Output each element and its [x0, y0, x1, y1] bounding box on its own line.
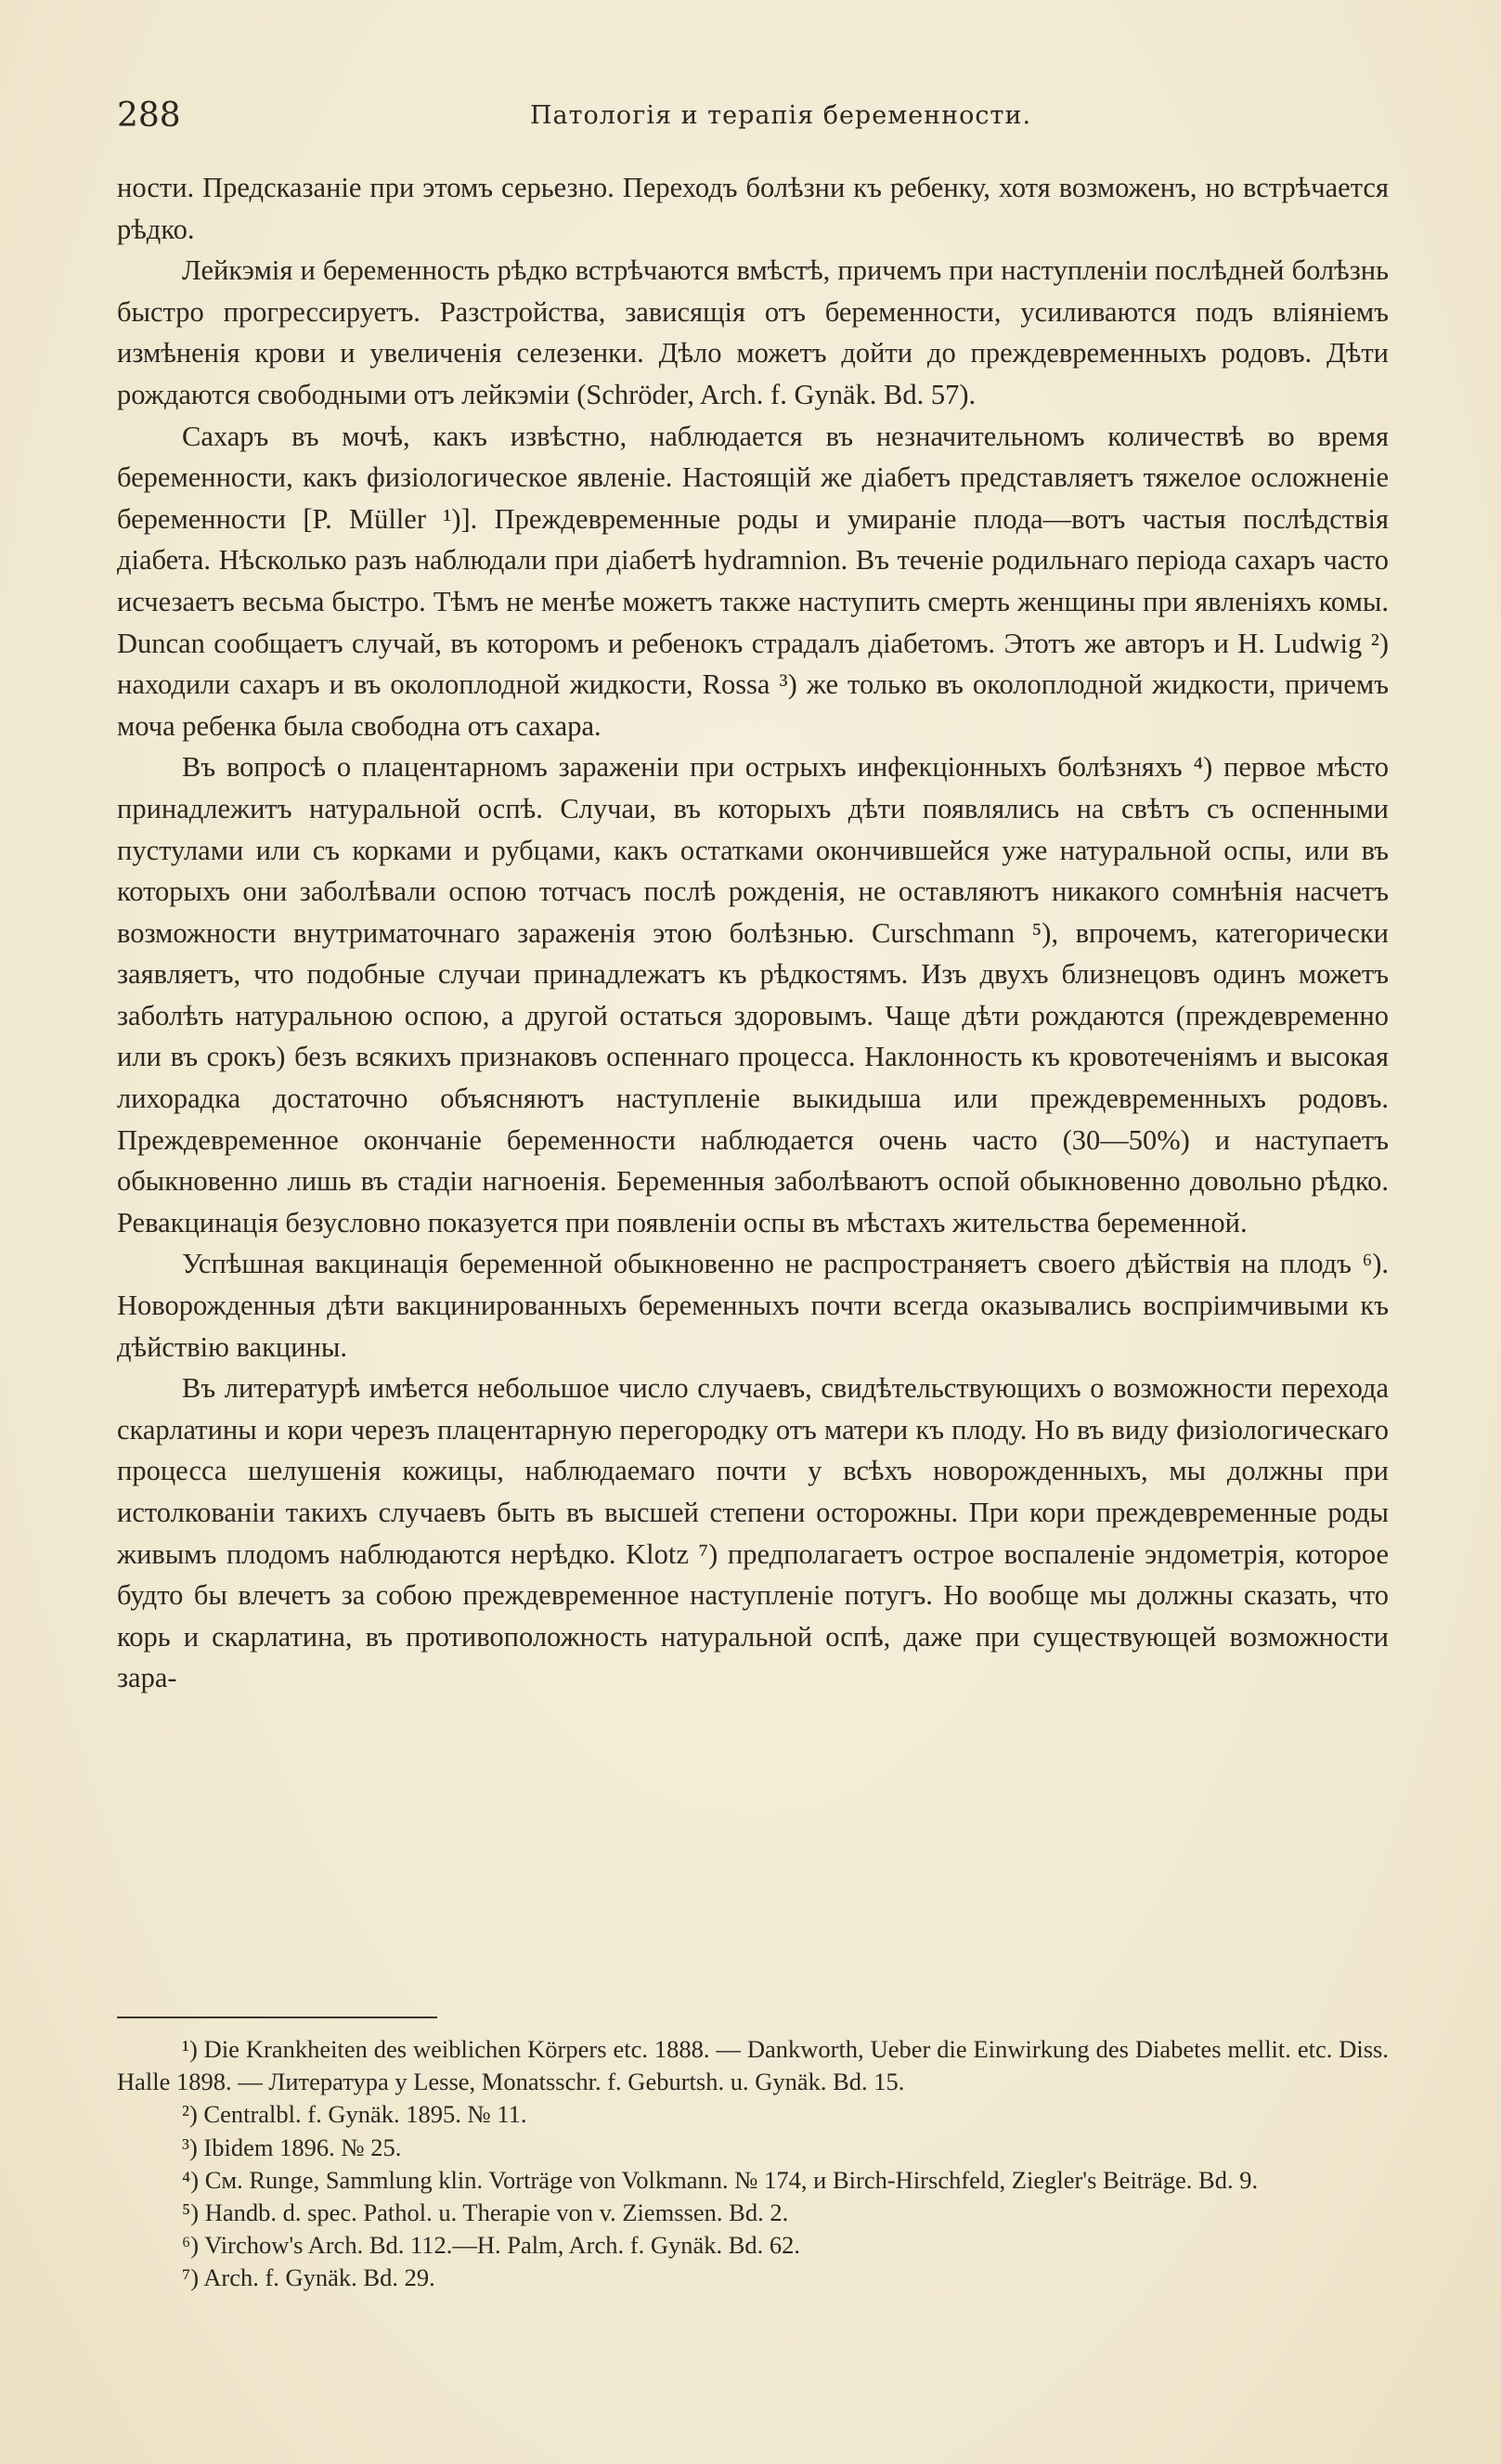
page-number: 288 [117, 97, 181, 135]
footnote-4: ⁴) См. Runge, Sammlung klin. Vorträge von Volkmann. № 174, и Birch-Hirschfeld, Ziegler's Beiträge. Bd. 9. [182, 2165, 1259, 2194]
footnote-divider [117, 2017, 437, 2018]
footnote-2: ²) Centralbl. f. Gynäk. 1895. № 11. [182, 2100, 527, 2129]
footnote-5: ⁵) Handb. d. spec. Pathol. u. Therapie von v. Ziemssen. Bd. 2. [182, 2198, 789, 2227]
page-header [117, 93, 1389, 139]
paragraph-smallpox: Въ вопросѣ о плацентарномъ зараженіи при острыхъ инфекціонныхъ болѣзняхъ ⁴) первое мѣсто принадлежитъ натуральной оспѣ. Случаи, въ которыхъ дѣти появлялись на свѣтъ съ оспенными пустулами или съ корками и рубцами, какъ остатками окончившейся уже натуральной оспы, или въ которыхъ они заболѣвали оспою тотчасъ послѣ рожденія, не оставляютъ никакого сомнѣнія насчетъ возможности внутриматочнаго зараженія этою болѣзнью. Curschmann ⁵), впрочемъ, категорически заявляетъ, что подобные случаи принадлежатъ къ рѣдкостямъ. Изъ двухъ близнецовъ одинъ можетъ заболѣть натуральною оспою, а другой остаться здоровымъ. Чаще дѣти рождаются (преждевременно или въ срокъ) безъ всякихъ признаковъ оспеннаго процесса. Наклонность къ кровотеченіямъ и высокая лихорадка достаточно объясняютъ наступленіе выкидыша или преждевременныхъ родовъ. Преждевременное окончаніе беременности наблюдается очень часто (30—50%) и наступаетъ обыкновенно лишь въ стадіи нагноенія. Беременныя заболѣваютъ оспой обыкновенно довольно рѣдко. Ревакцинація безусловно показуется при появленіи оспы въ мѣстахъ жительства беременной. [117, 751, 1389, 1238]
footnote-6: ⁶) Virchow's Arch. Bd. 112.—H. Palm, Arch. f. Gynäk. Bd. 62. [182, 2231, 801, 2260]
footnote-1: ¹) Die Krankheiten des weiblichen Körpers etc. 1888. — Dankworth, Ueber die Einwirkung des Diabetes mellit. etc. Diss. Halle 1898. — Литература у Lesse, Monatsschr. f. Geburtsh. u. Gynäk. Bd. 15. [117, 2035, 1389, 2096]
paragraph-vaccination: Успѣшная вакцинація беременной обыкновенно не распространяетъ своего дѣйствія на плодъ ⁶). Новорожденныя дѣти вакцинированныхъ беременныхъ почти всегда оказывались воспріимчивыми къ дѣйствію вакцины. [117, 1248, 1389, 1363]
footnote-7: ⁷) Arch. f. Gynäk. Bd. 29. [182, 2263, 435, 2292]
paragraph-scarlet-measles: Въ литературѣ имѣется небольшое число случаевъ, свидѣтельствующихъ о возможности перехода скарлатины и кори черезъ плацентарную перегородку отъ матери къ плоду. Но въ виду физіологическаго процесса шелушенія кожицы, наблюдаемаго почти у всѣхъ новорожденныхъ, мы должны при истолкованіи такихъ случаевъ быть въ высшей степени осторожны. При кори преждевременные роды живымъ плодомъ наблюдаются нерѣдко. Klotz ⁷) предполагаетъ острое воспаленіе эндометрія, которое будто бы влечетъ за собою преждевременное наступленіе потугъ. Но вообще мы должны сказать, что корь и скарлатина, въ противоположность натуральной оспѣ, даже при существующей возможности зара- [117, 1372, 1389, 1694]
footnotes [117, 2033, 1389, 2295]
footnote-3: ³) Ibidem 1896. № 25. [182, 2133, 402, 2161]
running-title: Патологія и терапія беременности. [529, 101, 1032, 130]
body-text [117, 167, 1389, 1699]
paragraph-leukemia: Лейкэмія и беременность рѣдко встрѣчаются вмѣстѣ, причемъ при наступленіи послѣдней болѣзнь быстро прогрессируетъ. Разстройства, зависящія отъ беременности, усиливаются подъ вліяніемъ измѣненія крови и увеличенія селезенки. Дѣло можетъ дойти до преждевременныхъ родовъ. Дѣти рождаются свободными отъ лейкэміи (Schröder, Arch. f. Gynäk. Bd. 57). [117, 254, 1389, 410]
paragraph-continuation: ности. Предсказаніе при этомъ серьезно. Переходъ болѣзни къ ребенку, хотя возможенъ, но встрѣчается рѣдко. [117, 172, 1389, 245]
paragraph-diabetes: Сахаръ въ мочѣ, какъ извѣстно, наблюдается въ незначительномъ количествѣ во время беременности, какъ физіологическое явленіе. Настоящій же діабетъ представляетъ тяжелое осложненіе беременности [P. Müller ¹)]. Преждевременные роды и умираніе плода—вотъ частыя послѣдствія діабета. Нѣсколько разъ наблюдали при діабетѣ hydramnion. Въ теченіе родильнаго періода сахаръ часто исчезаетъ весьма быстро. Тѣмъ не менѣе можетъ также наступить смерть женщины при явленіяхъ комы. Duncan сообщаетъ случай, въ которомъ и ребенокъ страдалъ діабетомъ. Этотъ же авторъ и H. Ludwig ²) находили сахаръ и въ околоплодной жидкости, Rossa ³) же только въ околоплодной жидкости, причемъ моча ребенка была свободна отъ сахара. [117, 420, 1389, 742]
